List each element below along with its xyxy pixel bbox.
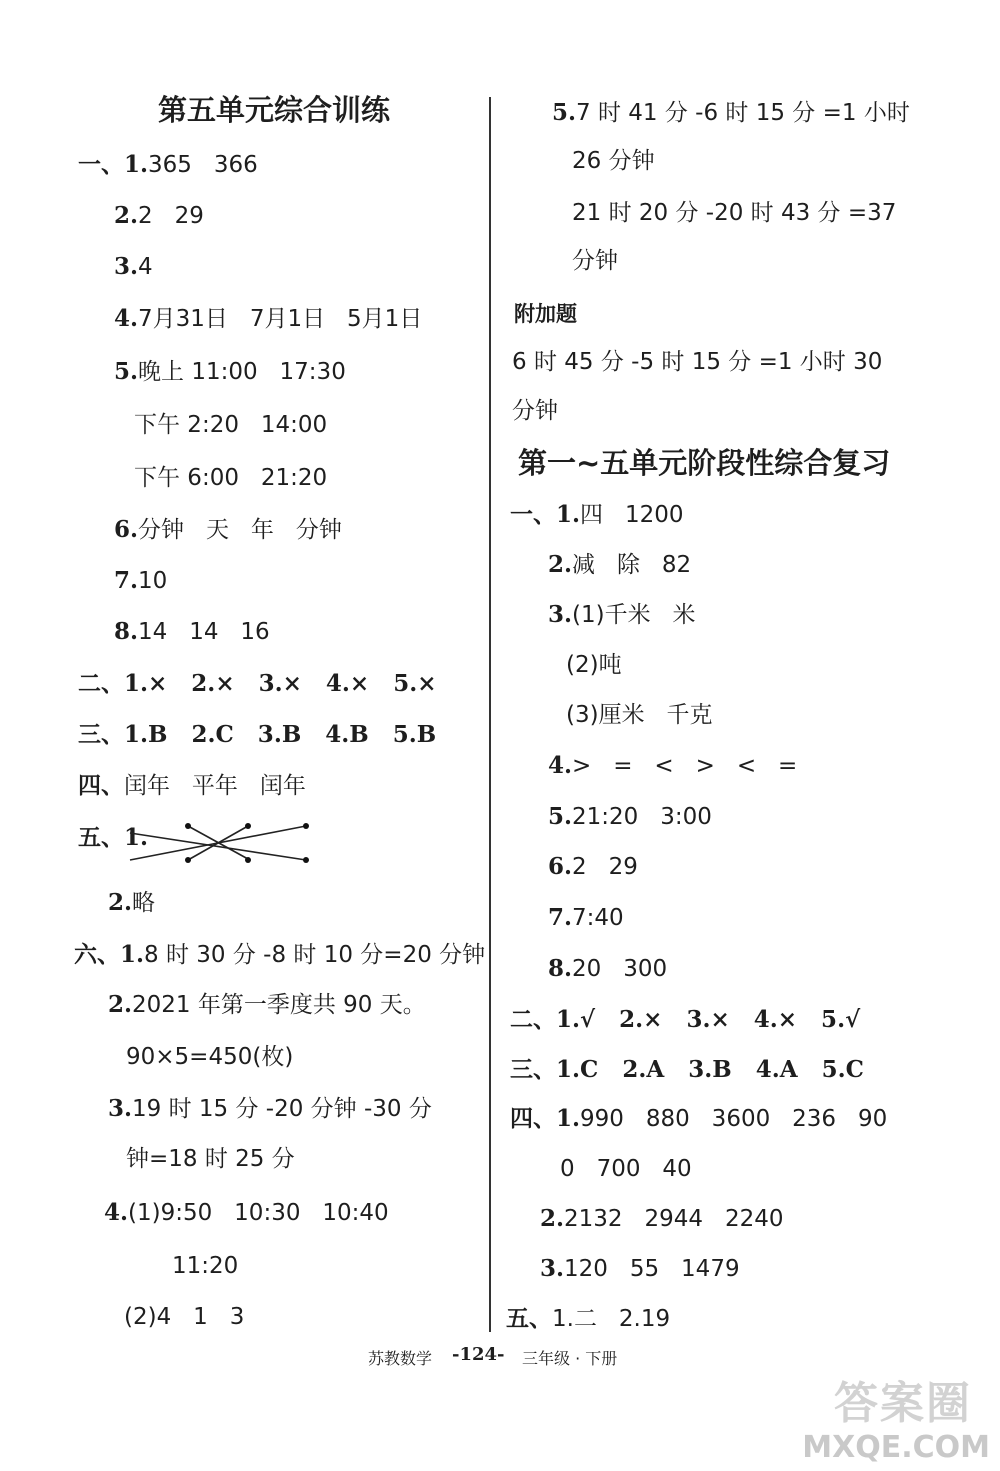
answer-line: 2.2132 2944 2240 — [540, 1205, 784, 1232]
answer-line: 钟=18 时 25 分 — [126, 1146, 295, 1172]
answer-line: 0 700 40 — [560, 1156, 692, 1182]
bonus-section-title: 附加题 — [514, 302, 577, 326]
answer-line: 3.19 时 15 分 -20 分钟 -30 分 — [108, 1095, 432, 1122]
answer-line: 三、1.B 2.C 3.B 4.B 5.B — [78, 721, 437, 748]
answer-line: 6.2 29 — [548, 853, 638, 880]
answer-line: 3.(1)千米 米 — [548, 601, 696, 628]
page-number: -124- — [452, 1344, 505, 1365]
answer-line: 2.2021 年第一季度共 90 天。 — [108, 991, 426, 1018]
answer-line: 3.4 — [114, 253, 153, 280]
answer-line: 5.7 时 41 分 -6 时 15 分 =1 小时 — [552, 99, 910, 126]
watermark-logo-text: 答案圈 — [834, 1378, 972, 1429]
answer-line: 六、1.8 时 30 分 -8 时 10 分=20 分钟 — [74, 941, 486, 968]
right-section-title: 第一~五单元阶段性综合复习 — [518, 446, 891, 480]
answer-line: 8.14 14 16 — [114, 618, 270, 645]
answer-line: 4.(1)9:50 10:30 10:40 — [104, 1199, 389, 1226]
answer-line: 2.2 29 — [114, 202, 204, 229]
answer-line: 6.分钟 天 年 分钟 — [114, 516, 342, 543]
answer-line: 7.10 — [114, 567, 168, 594]
answer-line: 分钟 — [572, 248, 618, 274]
answer-line: (3)厘米 千克 — [566, 702, 713, 728]
answer-line: 下午 6:00 21:20 — [134, 465, 328, 491]
answer-line: 4.> = < > < = — [548, 752, 798, 779]
answer-line: 5.晚上 11:00 17:30 — [114, 358, 346, 385]
answer-line: 90×5=450(枚) — [126, 1044, 294, 1070]
answer-line: 8.20 300 — [548, 955, 668, 982]
matching-lines-diagram — [128, 818, 313, 868]
answer-line: 5.21:20 3:00 — [548, 803, 712, 830]
answer-line: 下午 2:20 14:00 — [134, 412, 328, 438]
answer-line: 2.略 — [108, 889, 156, 916]
answer-line: 四、1.990 880 3600 236 90 — [510, 1105, 888, 1132]
answer-line: 2.减 除 82 — [548, 551, 692, 578]
answer-line: 21 时 20 分 -20 时 43 分 =37 — [572, 200, 897, 226]
answer-line: 四、闰年 平年 闰年 — [78, 772, 306, 799]
answer-line: 4.7月31日 7月1日 5月1日 — [114, 305, 423, 332]
answer-line: 二、1.√ 2.× 3.× 4.× 5.√ — [510, 1006, 861, 1033]
answer-line: 二、1.× 2.× 3.× 4.× 5.× — [78, 670, 437, 697]
footer-subject: 苏教数学 — [368, 1349, 433, 1368]
answer-line: 一、1.365 366 — [78, 151, 258, 178]
answer-line: 五、1.二 2.19 — [506, 1305, 671, 1332]
answer-line: (2)4 1 3 — [124, 1304, 245, 1330]
watermark-url: MXQE.COM — [802, 1430, 990, 1465]
answer-line: (2)吨 — [566, 652, 622, 678]
answer-line: 三、1.C 2.A 3.B 4.A 5.C — [510, 1056, 864, 1083]
answer-line: 一、1.四 1200 — [510, 501, 684, 528]
answer-line: 6 时 45 分 -5 时 15 分 =1 小时 30 — [512, 349, 883, 375]
footer-grade: 三年级 · 下册 — [522, 1349, 618, 1368]
answer-line: 7.7:40 — [548, 904, 624, 931]
answer-line: 分钟 — [512, 398, 558, 424]
answer-line: 11:20 — [172, 1253, 239, 1279]
left-section-title: 第五单元综合训练 — [158, 93, 391, 127]
answer-line: 五、1. — [78, 824, 149, 851]
column-divider — [489, 97, 491, 1332]
answer-line: 3.120 55 1479 — [540, 1255, 740, 1282]
answer-line: 26 分钟 — [572, 148, 655, 174]
